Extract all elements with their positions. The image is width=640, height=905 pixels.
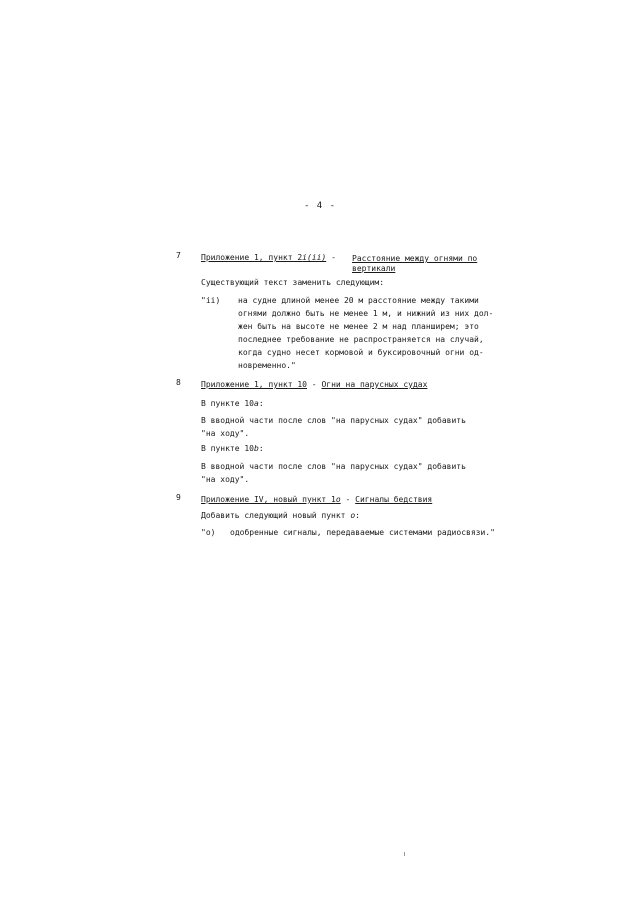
sub-heading: В пункте 10a: [201,399,264,408]
body-line: "на ходу". [201,475,250,484]
quote-line: когда судно несет кормовой и буксировочный огни од- [238,348,484,357]
item-number: 7 [176,251,181,260]
quote-line: огнями должно быть не менее 1 м, и нижний из них дол- [238,309,494,318]
item-number: 8 [176,378,181,387]
sub-heading: В пункте 10b: [201,444,264,453]
quote-label: "o) [201,528,216,537]
heading-dash: - [311,380,317,389]
item-intro: Существующий текст заменить следующим: [201,278,385,287]
body-line: В вводной части после слов "на парусных судах" добавить [201,462,466,471]
heading-dash: - [331,253,336,262]
heading-title-line-2: вертикали [352,264,396,273]
item-intro: Добавить следующий новый пункт o: [201,511,360,520]
heading-reference: Приложение IV, новый пункт 1o [201,495,341,504]
quote-line: новременно." [238,361,296,370]
quote-label: "ii) [201,296,221,305]
quote-line: последнее требование не распространяется на случай, [238,335,484,344]
heading-reference: Приложение 1, пункт 2i(ii) [201,253,327,262]
item-number: 9 [176,493,181,502]
scan-speck [404,852,405,856]
item-heading [201,495,432,505]
body-line: В вводной части после слов "на парусных судах" добавить [201,416,466,425]
item-heading [201,253,336,263]
heading-title-line-1: Расстояние между огнями по [352,254,478,263]
body-line: "на ходу". [201,429,250,438]
heading-title: Сигналы бедствия [355,495,433,504]
quote-line: жен быть на высоте не менее 2 м над планширем; это [238,322,479,331]
heading-dash: - [345,495,351,504]
item-heading [201,380,427,390]
heading-reference: Приложение 1, пункт 10 [201,380,307,389]
quote-line: на судне длиной менее 20 м расстояние между такими [238,296,479,305]
quote-line: одобренные сигналы, передаваемые системами радиосвязи." [230,528,495,537]
page-number: - 4 - [303,201,337,211]
heading-title: Огни на парусных судах [321,380,428,389]
